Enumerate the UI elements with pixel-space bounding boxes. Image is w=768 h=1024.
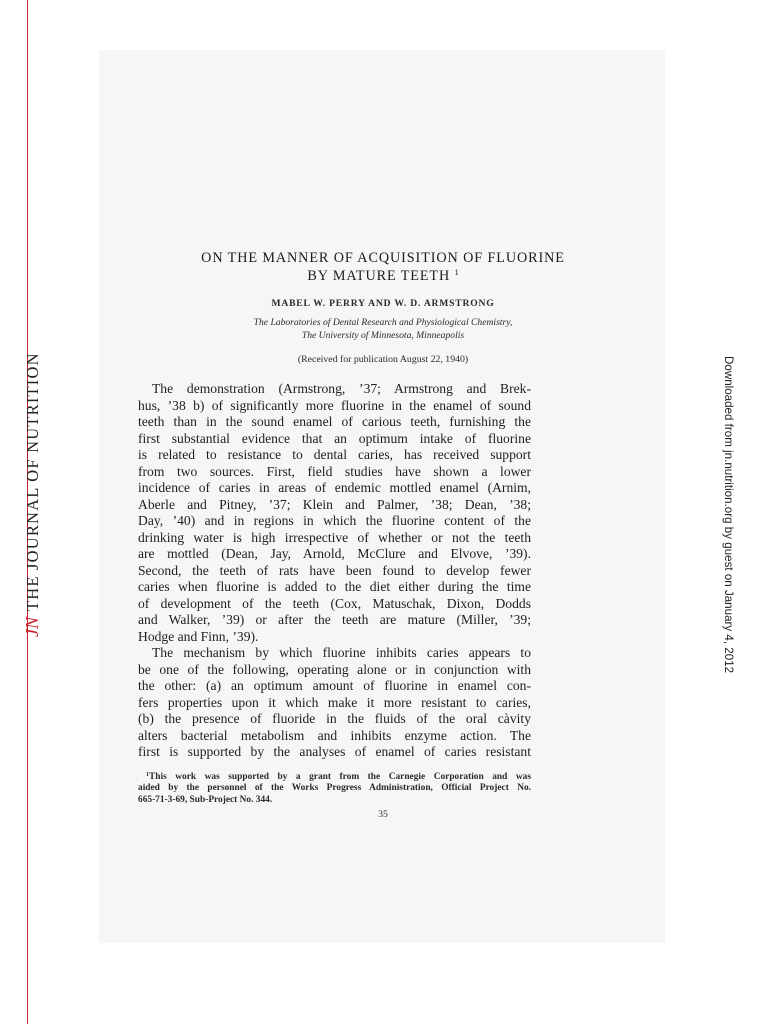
body-line: caries when fluorine is added to the diet either during the time: [138, 579, 531, 594]
body-line: first substantial evidence that an optimum intake of fluorine: [138, 430, 531, 446]
footnote-line: aided by the personnel of the Works Progress Administration, Official Project No.: [138, 782, 531, 793]
article-body: [138, 381, 531, 761]
authors: MABEL W. PERRY AND W. D. ARMSTRONG: [271, 298, 495, 309]
body-line: drinking water is high irrespective of whether or not the teeth: [138, 529, 531, 545]
journal-name: THE JOURNAL OF NUTRITION: [23, 352, 42, 611]
article-title-text: BY MATURE TEETH: [307, 268, 451, 284]
page-number: 35: [378, 809, 388, 820]
body-line: fers properties upon it which make it more resistant to caries,: [138, 694, 531, 710]
journal-logo-jn: JN: [22, 617, 42, 637]
body-line: the other: (a) an optimum amount of fluorine in enamel con-: [138, 678, 531, 693]
received-date: (Received for publication August 22, 1940): [297, 354, 469, 365]
body-line: Second, the teeth of rats have been found to develop fewer: [138, 562, 531, 578]
body-line: from two sources. First, field studies have shown a lower: [138, 463, 531, 479]
footnote: [138, 769, 531, 807]
footnote-line: 665-71-3-69, Sub-Project No. 344.: [138, 795, 273, 805]
body-line: The mechanism by which fluorine inhibits caries appears to: [152, 645, 531, 660]
article-title-line-2: [100, 268, 666, 285]
body-line: of development of the teeth (Cox, Matuschak, Dixon, Dodds: [138, 595, 531, 611]
article-title-line-1: ON THE MANNER OF ACQUISITION OF FLUORINE: [201, 250, 565, 266]
footnote-line: [138, 769, 531, 782]
body-line: be one of the following, operating alone or in conjunction with: [138, 661, 531, 677]
body-line: teeth than in the sound enamel of carious teeth, furnishing the: [138, 414, 531, 429]
download-note-text: Downloaded from jn.nutrition.org by guest on January 4, 2012: [722, 356, 735, 674]
body-line: hus, ’38 b) of significantly more fluorine in the enamel of sound: [138, 397, 531, 413]
body-line: alters bacterial metabolism and inhibits enzyme action. The: [138, 727, 531, 743]
body-line: are mottled (Dean, Jay, Arnold, McClure and Elvove, ’39).: [138, 546, 531, 561]
body-line: incidence of caries in areas of endemic mottled enamel (Arnim,: [138, 480, 531, 495]
body-line: Aberle and Pitney, ’37; Klein and Palmer, ’38; Dean, ’38;: [138, 496, 531, 512]
footnote-text: This work was supported by a grant from the Carnegie Corporation and was: [149, 772, 531, 782]
body-line: first is supported by the analyses of enamel of caries resistant: [138, 744, 531, 759]
body-line: Hodge and Finn, ’39).: [138, 628, 259, 644]
body-line: is related to resistance to dental caries, has received support: [138, 447, 531, 462]
body-line: and Walker, ’39) or after the teeth are mature (Miller, ’39;: [138, 612, 531, 627]
footnote-marker: 1: [146, 772, 149, 778]
title-footnote-marker: 1: [454, 268, 459, 277]
affiliation-line-2: The University of Minnesota, Minneapolis: [301, 330, 465, 341]
affiliation-line-1: The Laboratories of Dental Research and Physiological Chemistry,: [253, 317, 513, 328]
body-line: The demonstration (Armstrong, ’37; Armstrong and Brek-: [152, 381, 531, 396]
body-line: Day, ’40) and in regions in which the fluorine content of the: [138, 513, 531, 528]
body-line: (b) the presence of fluoride in the fluids of the oral càvity: [138, 711, 531, 726]
